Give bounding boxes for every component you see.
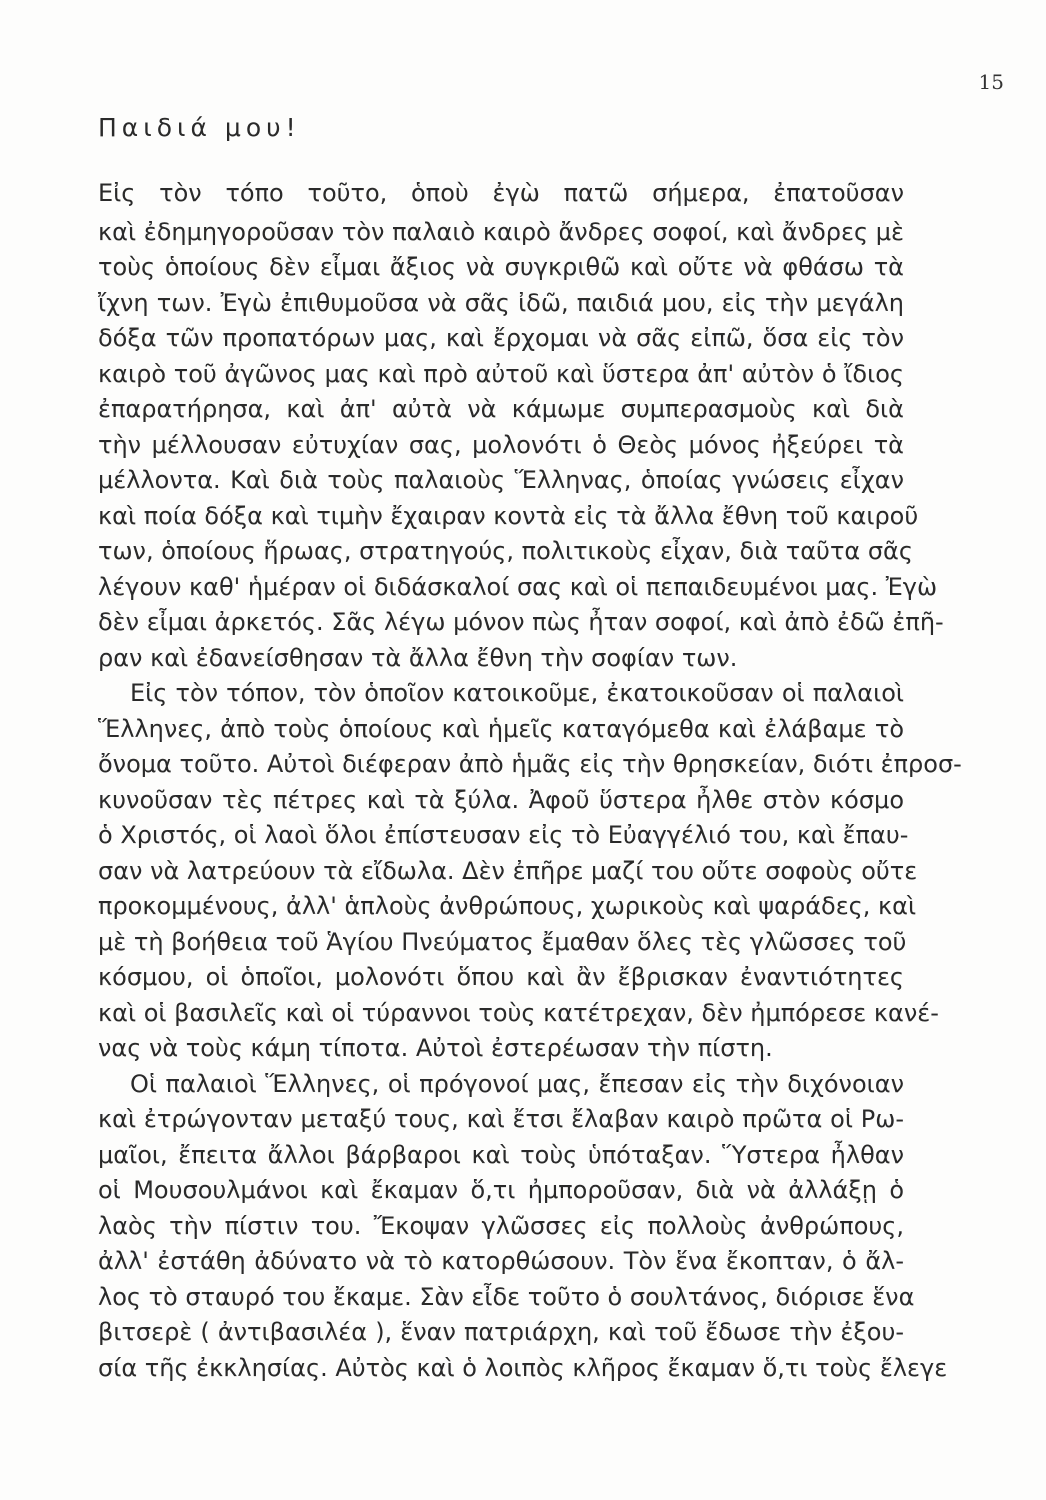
text-line: Οἱ παλαιοὶ Ἕλληνες, οἱ πρόγονοί μας, ἔπεσαν εἰς τὴν διχόνοιαν <box>130 1070 904 1098</box>
text-line: ἀλλ' ἐστάθη ἀδύνατο νὰ τὸ κατορθώσουν. Τὸν ἕνα ἔκοπταν, ὁ ἄλ- <box>98 1247 904 1275</box>
text-line: μαῖοι, ἔπειτα ἄλλοι βάρβαροι καὶ τοὺς ὑπόταξαν. Ὕστερα ἦλθαν <box>98 1141 904 1169</box>
text-line: των, ὁποίους ἥρωας, στρατηγούς, πολιτικοὺς εἶχαν, διὰ ταῦτα σᾶς <box>98 537 913 565</box>
text-line: ραν καὶ ἐδανείσθησαν τὰ ἄλλα ἔθνη τὴν σοφίαν των. <box>98 644 738 672</box>
text-line: καιρὸ τοῦ ἀγῶνος μας καὶ πρὸ αὐτοῦ καὶ ὕστερα ἀπ' αὐτὸν ὁ ἴδιος <box>98 360 904 388</box>
text-line: λαὸς τὴν πίστιν του. Ἔκοψαν γλῶσσες εἰς πολλοὺς ἀνθρώπους, <box>98 1212 904 1240</box>
text-line: λος τὸ σταυρό του ἔκαμε. Σὰν εἶδε τοῦτο ὁ σουλτάνος, διόρισε ἕνα <box>98 1283 915 1311</box>
text-line: σαν νὰ λατρεύουν τὰ εἴδωλα. Δὲν ἐπῆρε μαζί του οὔτε σοφοὺς οὔτε <box>98 857 918 885</box>
page-number: 15 <box>978 70 1004 94</box>
text-line: ἴχνη των. Ἐγὼ ἐπιθυμοῦσα νὰ σᾶς ἰδῶ, παιδιά μου, εἰς τὴν μεγάλη <box>98 289 904 317</box>
text-line: ὄνομα τοῦτο. Αὐτοὶ διέφεραν ἀπὸ ἡμᾶς εἰς τὴν θρησκείαν, διότι ἐπροσ- <box>98 750 962 778</box>
text-line: προκομμένους, ἀλλ' ἁπλοὺς ἀνθρώπους, χωρικοὺς καὶ ψαράδες, καὶ <box>98 892 917 920</box>
text-line: Ἕλληνες, ἀπὸ τοὺς ὁποίους καὶ ἡμεῖς καταγόμεθα καὶ ἐλάβαμε τὸ <box>98 715 904 743</box>
text-line: καὶ ἐδημηγοροῦσαν τὸν παλαιὸ καιρὸ ἄνδρες σοφοί, καὶ ἄνδρες μὲ <box>98 218 904 246</box>
text-line: οἱ Μουσουλμάνοι καὶ ἔκαμαν ὅ,τι ἠμποροῦσαν, διὰ νὰ ἀλλάξῃ ὁ <box>98 1176 904 1204</box>
text-line: κόσμου, οἱ ὁποῖοι, μολονότι ὅπου καὶ ἂν ἔβρισκαν ἐναντιότητες <box>98 963 904 991</box>
text-line: Εἰς τὸν τόπο τοῦτο, ὁποὺ ἐγὼ πατῶ σήμερα, ἐπατοῦσαν <box>98 179 904 207</box>
text-line: καὶ ποία δόξα καὶ τιμὴν ἔχαιραν κοντὰ εἰς τὰ ἄλλα ἔθνη τοῦ καιροῦ <box>98 502 919 530</box>
text-line: Εἰς τὸν τόπον, τὸν ὁποῖον κατοικοῦμε, ἐκατοικοῦσαν οἱ παλαιοὶ <box>130 679 904 707</box>
text-line: σία τῆς ἐκκλησίας. Αὐτὸς καὶ ὁ λοιπὸς κλῆρος ἔκαμαν ὅ,τι τοὺς ἔλεγε <box>98 1354 948 1382</box>
text-line: καὶ οἱ βασιλεῖς καὶ οἱ τύραννοι τοὺς κατέτρεχαν, δὲν ἠμπόρεσε κανέ- <box>98 999 939 1027</box>
text-line: δὲν εἶμαι ἀρκετός. Σᾶς λέγω μόνον πὼς ἦταν σοφοί, καὶ ἀπὸ ἐδῶ ἐπῆ- <box>98 608 944 636</box>
text-line: μὲ τὴ βοήθεια τοῦ Ἁγίου Πνεύματος ἔμαθαν ὅλες τὲς γλῶσσες τοῦ <box>98 928 907 956</box>
page-heading: Παιδιά μου! <box>98 113 301 142</box>
text-line: νας νὰ τοὺς κάμη τίποτα. Αὐτοὶ ἐστερέωσαν τὴν πίστη. <box>98 1034 773 1062</box>
text-line: βιτσερὲ ( ἀντιβασιλέα ), ἕναν πατριάρχη, καὶ τοῦ ἔδωσε τὴν ἐξου- <box>98 1318 904 1346</box>
text-line: κυνοῦσαν τὲς πέτρες καὶ τὰ ξύλα. Ἀφοῦ ὕστερα ἦλθε στὸν κόσμο <box>98 786 904 814</box>
text-line: καὶ ἐτρώγονταν μεταξύ τους, καὶ ἔτσι ἔλαβαν καιρὸ πρῶτα οἱ Ρω- <box>98 1105 904 1133</box>
text-line: τὴν μέλλουσαν εὐτυχίαν σας, μολονότι ὁ Θεὸς μόνος ἠξεύρει τὰ <box>98 431 904 459</box>
text-line: μέλλοντα. Καὶ διὰ τοὺς παλαιοὺς Ἕλληνας, ὁποίας γνώσεις εἶχαν <box>98 466 904 494</box>
text-line: δόξα τῶν προπατόρων μας, καὶ ἔρχομαι νὰ σᾶς εἰπῶ, ὅσα εἰς τὸν <box>98 324 904 352</box>
text-line: τοὺς ὁποίους δὲν εἶμαι ἄξιος νὰ συγκριθῶ καὶ οὔτε νὰ φθάσω τὰ <box>98 253 904 281</box>
text-line: ἐπαρατήρησα, καὶ ἀπ' αὐτὰ νὰ κάμωμε συμπερασμοὺς καὶ διὰ <box>98 395 904 423</box>
text-line: ὁ Χριστός, οἱ λαοὶ ὅλοι ἐπίστευσαν εἰς τὸ Εὐαγγέλιό του, καὶ ἔπαυ- <box>98 821 909 849</box>
text-line: λέγουν καθ' ἡμέραν οἱ διδάσκαλοί σας καὶ οἱ πεπαιδευμένοι μας. Ἐγὼ <box>98 573 938 601</box>
